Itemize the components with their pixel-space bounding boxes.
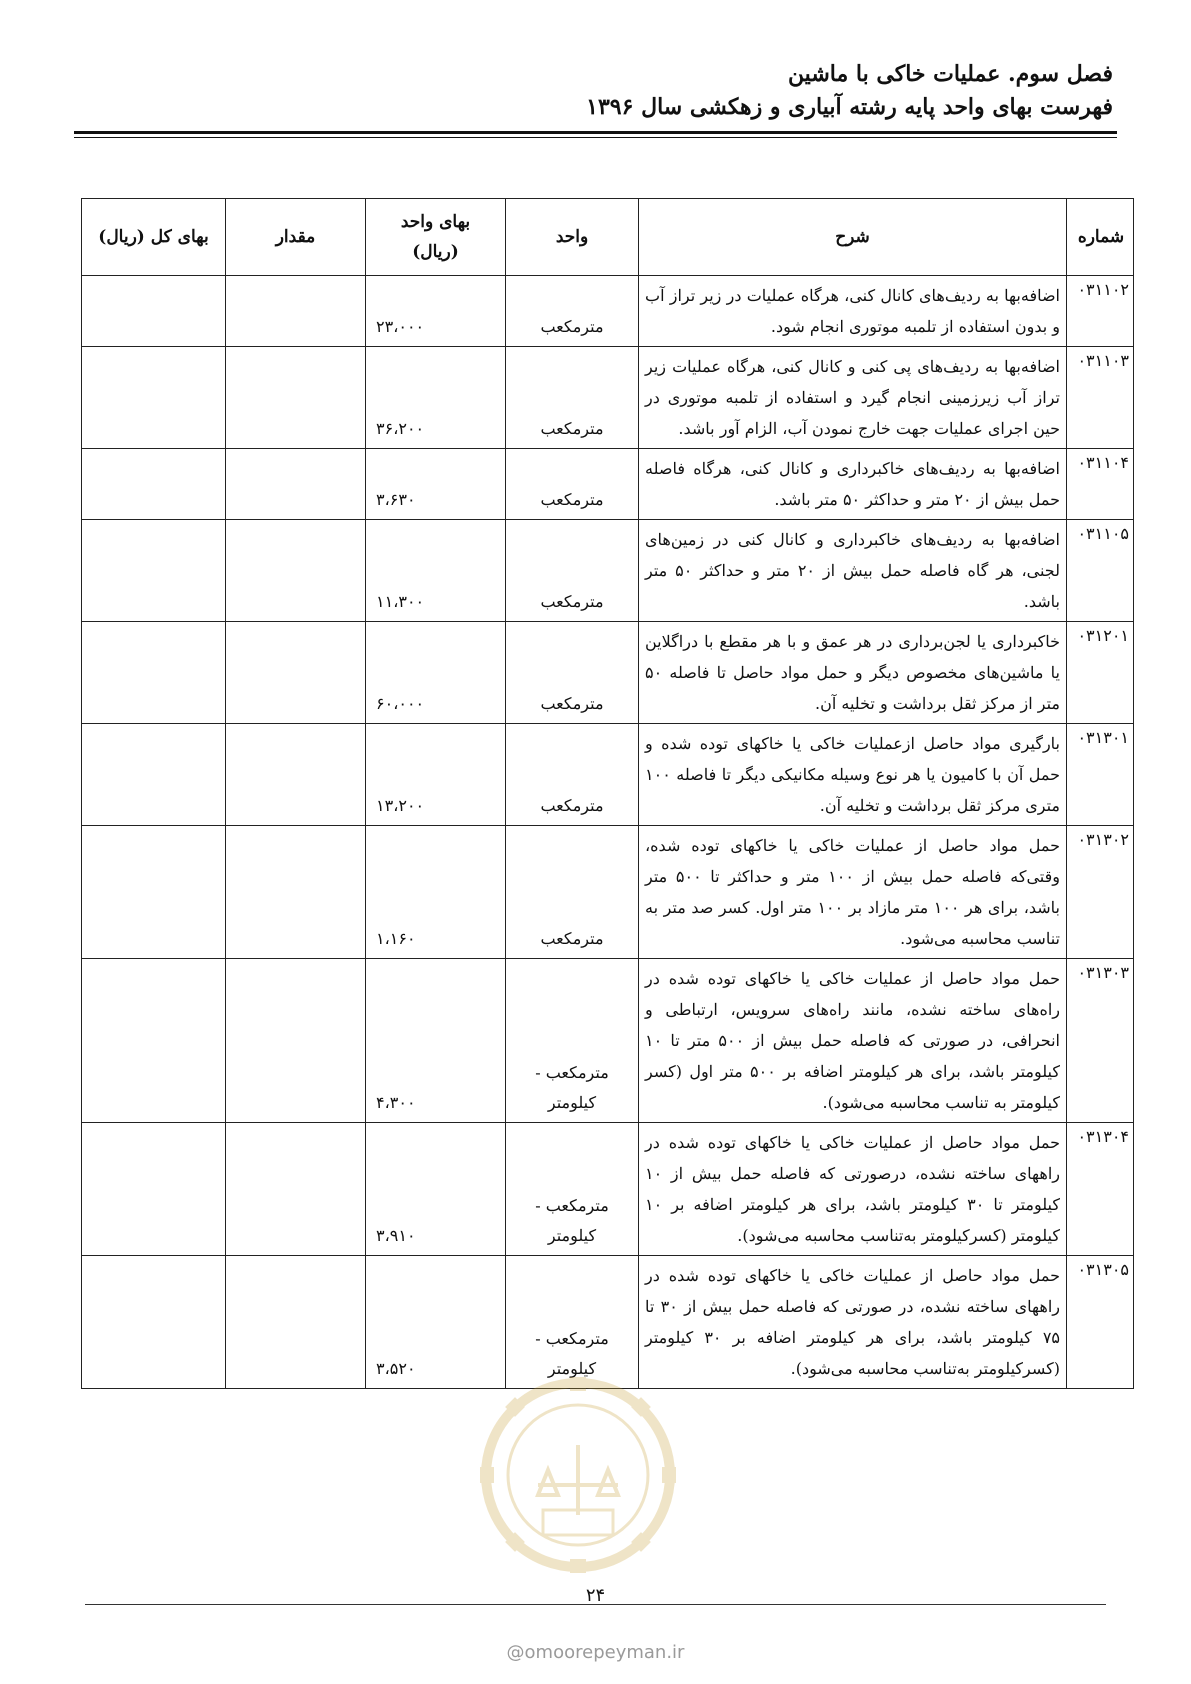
document-title: فهرست بهای واحد پایه رشته آبیاری و زهکشی سال ۱۳۹۶ [586,94,1113,120]
row-unit: مترمکعب - کیلومتر [506,959,639,1123]
row-total [82,520,226,622]
row-quantity [226,622,366,724]
row-description: اضافه‌بها به ردیف‌های پی کنی و کانال کنی، هرگاه عملیات زیر تراز آب زیرزمینی انجام گیرد و استفاده از تلمبه موتوری در حین اجرای عملیات جهت خارج نمودن آب، الزام آور باشد. [639,347,1067,449]
row-code: ۰۳۱۳۰۵ [1067,1256,1134,1389]
table-header-row [82,199,1134,276]
row-unit-price: ۶۰،۰۰۰ [366,622,506,724]
page-header [78,58,1113,124]
row-unit-price: ۱۳،۲۰۰ [366,724,506,826]
row-description: بارگیری مواد حاصل ازعملیات خاکی یا خاکهای توده شده و حمل آن با کامیون یا هر نوع وسیله مکانیکی دیگر تا فاصله ۱۰۰ متری مرکز ثقل برداشت و تخلیه آن. [639,724,1067,826]
row-code: ۰۳۱۱۰۲ [1067,276,1134,347]
row-description: حمل مواد حاصل از عملیات خاکی یا خاکهای توده شده در راههای ساخته نشده، در صورتی که فاصله حمل بیش از ۳۰ تا ۷۵ کیلومتر باشد، برای هر کیلومتر اضافه بر ۳۰ کیلومتر (کسرکیلومتر به‌تناسب محاسبه می‌شود). [639,1256,1067,1389]
row-total [82,724,226,826]
row-quantity [226,449,366,520]
table-row [82,1256,1134,1389]
col-header-unit-price-line1: بهای واحد [400,212,471,232]
header-rule-thin [74,137,1117,138]
row-description: خاکبرداری یا لجن‌برداری در هر عمق و با هر مقطع با دراگلاین یا ماشین‌های مخصوص دیگر و حمل مواد حاصل تا فاصله ۵۰ متر از مرکز ثقل برداشت و تخلیه آن. [639,622,1067,724]
row-quantity [226,1123,366,1256]
table-row [82,520,1134,622]
table-row [82,1123,1134,1256]
row-quantity [226,520,366,622]
row-total [82,1123,226,1256]
row-quantity [226,1256,366,1389]
row-total [82,1256,226,1389]
row-unit-price: ۱۱،۳۰۰ [366,520,506,622]
col-header-code: شماره [1067,199,1134,276]
row-quantity [226,959,366,1123]
row-unit: مترمکعب [506,520,639,622]
row-quantity [226,724,366,826]
row-unit-price: ۳،۶۳۰ [366,449,506,520]
header-rule-thick [74,131,1117,134]
row-total [82,959,226,1123]
row-unit: مترمکعب [506,622,639,724]
row-unit: مترمکعب - کیلومتر [506,1123,639,1256]
row-unit-price: ۲۳،۰۰۰ [366,276,506,347]
col-header-unit-price-line2: (ریال) [412,242,459,262]
row-unit-price: ۳۶،۲۰۰ [366,347,506,449]
row-unit: مترمکعب [506,724,639,826]
row-description: اضافه‌بها به ردیف‌های کانال کنی، هرگاه عملیات در زیر تراز آب و بدون استفاده از تلمبه موتوری انجام شود. [639,276,1067,347]
price-list-table [81,198,1134,1389]
row-total [82,449,226,520]
row-code: ۰۳۱۱۰۳ [1067,347,1134,449]
table-row [82,724,1134,826]
seal-watermark [478,1375,678,1575]
row-code: ۰۳۱۳۰۳ [1067,959,1134,1123]
row-unit: مترمکعب [506,347,639,449]
col-header-unit: واحد [506,199,639,276]
row-code: ۰۳۱۳۰۱ [1067,724,1134,826]
row-description: حمل مواد حاصل از عملیات خاکی یا خاکهای توده شده در راه‌های ساخته نشده، مانند راه‌های سرویس، ارتباطی و انحرافی، در صورتی که فاصله حمل بیش از ۵۰۰ متر تا ۱۰ کیلومتر باشد، برای هر کیلومتر اضافه بر ۵۰۰ متر اول (کسر کیلومتر به تناسب محاسبه می‌شود). [639,959,1067,1123]
site-watermark: @omoorepeyman.ir [506,1642,685,1663]
row-description: اضافه‌بها به ردیف‌های خاکبرداری و کانال کنی در زمین‌های لجنی، هر گاه فاصله حمل بیش از ۲۰ متر و حداکثر ۵۰ متر باشد. [639,520,1067,622]
table-row [82,449,1134,520]
row-description: حمل مواد حاصل از عملیات خاکی یا خاکهای توده شده، وقتی‌که فاصله حمل بیش از ۱۰۰ متر و حداکثر تا ۵۰۰ متر باشد، برای هر ۱۰۰ متر مازاد بر ۱۰۰ متر اول. کسر صد متر به تناسب محاسبه می‌شود. [639,826,1067,959]
row-unit: مترمکعب [506,826,639,959]
row-quantity [226,347,366,449]
table-row [82,826,1134,959]
row-total [82,622,226,724]
page-number: ۲۴ [585,1585,606,1606]
row-unit: مترمکعب [506,449,639,520]
table-row [82,959,1134,1123]
row-code: ۰۳۱۳۰۴ [1067,1123,1134,1256]
row-total [82,826,226,959]
col-header-unit-price [366,199,506,276]
row-code: ۰۳۱۱۰۴ [1067,449,1134,520]
table-row [82,276,1134,347]
row-description: اضافه‌بها به ردیف‌های خاکبرداری و کانال کنی، هرگاه فاصله حمل بیش از ۲۰ متر و حداکثر ۵۰ متر باشد. [639,449,1067,520]
col-header-total: بهای کل (ریال) [82,199,226,276]
row-quantity [226,826,366,959]
col-header-quantity: مقدار [226,199,366,276]
row-code: ۰۳۱۱۰۵ [1067,520,1134,622]
row-unit-price: ۱،۱۶۰ [366,826,506,959]
chapter-title: فصل سوم. عملیات خاکی با ماشین [787,61,1113,87]
row-quantity [226,276,366,347]
row-unit-price: ۳،۹۱۰ [366,1123,506,1256]
row-description: حمل مواد حاصل از عملیات خاکی یا خاکهای توده شده در راههای ساخته نشده، درصورتی که فاصله حمل بیش از ۱۰ کیلومتر تا ۳۰ کیلومتر باشد، برای هر کیلومتر اضافه بر ۱۰ کیلومتر (کسرکیلومتر به‌تناسب محاسبه می‌شود). [639,1123,1067,1256]
row-code: ۰۳۱۳۰۲ [1067,826,1134,959]
table-row [82,347,1134,449]
row-code: ۰۳۱۲۰۱ [1067,622,1134,724]
row-total [82,276,226,347]
row-total [82,347,226,449]
row-unit-price: ۴،۳۰۰ [366,959,506,1123]
row-unit-price: ۳،۵۲۰ [366,1256,506,1389]
table-row [82,622,1134,724]
row-unit: مترمکعب [506,276,639,347]
footer-rule [85,1604,1106,1605]
col-header-description: شرح [639,199,1067,276]
row-unit: مترمکعب - کیلومتر [506,1256,639,1389]
